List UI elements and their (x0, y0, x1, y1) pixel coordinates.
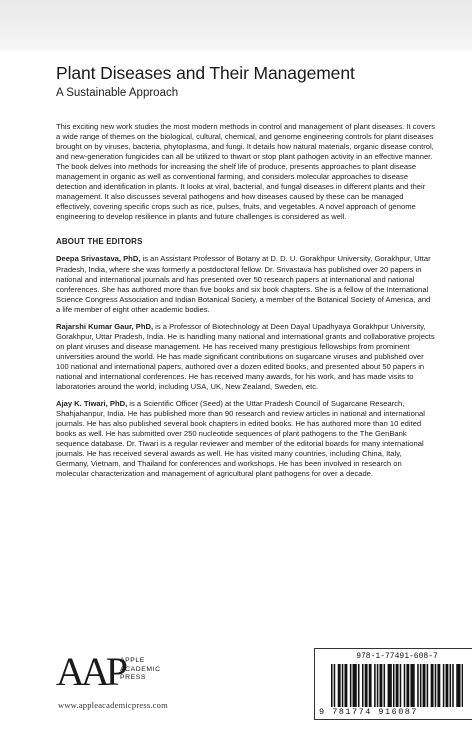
barcode-bar (358, 664, 360, 708)
book-subtitle: A Sustainable Approach (56, 87, 179, 99)
barcode-bar (362, 664, 364, 708)
barcode-bar (462, 664, 463, 708)
editor-bio (56, 399, 436, 479)
barcode-bar (437, 664, 439, 708)
barcode-bar (346, 664, 348, 708)
barcode-bar (397, 664, 399, 708)
barcode-bar (388, 664, 390, 708)
barcode-bar (406, 664, 408, 708)
publisher-logo-mark: AAP (56, 649, 125, 694)
editor-bio-text: is a Scientific Officer (Seed) at the Uttar Pradesh Council of Sugarcane Research, Shahjahanpur, India. He has published more than 90 research and review articles in national and international journals. He has also published several book chapters in edited books. He has authored more than 10 edited books as well. He has submitted over 250 nucleotide sequences of plant pathogens to the The GenBank sequence database. Dr. Tiwari is a regular reviewer and member of the editorial boards for many international journals. He has received several awards as well. He has visited many countries, including China, Italy, Germany, Vietnam, and Thailand for conferences and workshops. He has been involved in research on molecular characterization and management of agricultural plant pathogens for over a decade. (56, 399, 425, 479)
book-title: Plant Diseases and Their Management (56, 63, 355, 83)
publisher-name (120, 657, 161, 683)
back-cover-content (56, 63, 436, 486)
barcode-bar (390, 664, 392, 708)
barcode-bar (334, 664, 336, 708)
barcode-bar (417, 664, 419, 708)
barcode-bar (396, 664, 398, 708)
barcode-bar (458, 664, 460, 708)
book-description: This exciting new work studies the most modern methods in control and management of plant diseases. It covers a wide range of themes on the biological, cultural, chemical, and genome engineering controls for plant diseases brought on by viruses, bacteria, phytoplasma, and fungi. It details how natural materials, organic disease control, and new-generation fungicides can all be utilized to thwart or stop plant pathogen activity in an effective manner. The book delves into methods for increasing the shelf life of produce, presents approaches to plant disease management in organic as well as conventional farming, and considers molecular approaches to disease detection and identification in plants. It looks at viral, bacterial, and fungal diseases in different plants and their management. It also discusses several pathogens and how diseases caused by these can be managed effectively, covering specific crops such as rice, pulses, fruits, and vegetables. A novel approach of genome engineering to develop resilience in plants and future challenges is considered as well. (56, 122, 436, 222)
publisher-name-line: APPLE (120, 657, 145, 664)
editors-heading: ABOUT THE EDITORS (56, 237, 143, 247)
barcode-bar (338, 664, 340, 708)
editor-name: Rajarshi Kumar Gaur, PhD, (56, 321, 154, 331)
barcode-bar (412, 664, 414, 708)
editor-bio-text: is a Professor of Biotechnology at Deen Dayal Upadhyaya Gorakhpur University, Gorakhpur, Uttar Pradesh, India. He is handling many national and international grants and collaborative projects on plant viruses and disease management. He has received many prestigious fellowships from prominent universities around the world. He has made significant contributions on sugarcane viruses and published over 100 national and international papers, authored over a dozen edited books, and presented about 50 papers in national and international conferences. He has received many awards, for his work, and has made visits to laboratories around the world, including USA, UK, New Zealand, Sweden, etc. (56, 321, 435, 392)
barcode-bar (404, 664, 406, 708)
barcode-bar (452, 664, 454, 708)
barcode-bar (379, 664, 381, 708)
barcode-bar (355, 664, 357, 708)
barcode-bar (410, 664, 412, 708)
barcode-bar (377, 664, 379, 708)
barcode-bar (400, 664, 402, 708)
barcode-bar (393, 664, 395, 708)
editor-bio (56, 322, 436, 392)
barcode-bar (339, 664, 341, 708)
barcode-bar (353, 664, 355, 708)
barcode-bar (413, 664, 415, 708)
barcode-bar (459, 664, 461, 708)
barcode-bar (366, 664, 368, 708)
editor-name: Ajay K. Tiwari, PhD, (56, 399, 128, 409)
barcode-bar (350, 664, 352, 708)
barcode-bar (381, 664, 383, 708)
barcode-bar (384, 664, 386, 708)
barcode-bar (447, 664, 449, 708)
barcode-bar (369, 664, 371, 708)
editor-bio-text: is an Assistant Professor of Botany at D. D. U. Gorakhpur University, Gorakhpur, Uttar Pradesh, India, where she was formerly a postdoctoral fellow. Dr. Srivastava has published over 20 papers in national and international journals and has presented over 50 research papers at international and national conferences. She has authored more than five books and six book chapters. She is a fellow of the International Science Congress Association and Indian Botanical Society, a member of the Botanical Society of America, and a life member of eight other academic bodies. (56, 254, 431, 314)
barcode-bar (331, 664, 333, 708)
barcode-bar (342, 664, 344, 708)
barcode-bar (439, 664, 441, 708)
barcode-bar (354, 664, 356, 708)
barcode-bar (408, 664, 410, 708)
barcode-bar (423, 664, 425, 708)
barcode-bar (370, 664, 372, 708)
publisher-url: www.appleacademicpress.com (58, 700, 168, 710)
isbn-number: 978-1-77491-608-7 (356, 652, 438, 661)
editor-name: Deepa Srivastava, PhD, (56, 254, 141, 264)
editor-bio (56, 254, 436, 314)
barcode-bar (427, 664, 429, 708)
barcode-bar (435, 664, 437, 708)
barcode-bar (445, 664, 447, 708)
barcode-bar (456, 664, 458, 708)
barcode-bar (389, 664, 391, 708)
barcode-digits: 9 781774 916087 (319, 707, 472, 717)
publisher-name-line: ACADEMIC (120, 665, 161, 673)
barcode-bar (424, 664, 426, 708)
barcode-bar (432, 664, 434, 708)
top-header-band (0, 0, 472, 50)
back-cover-footer (56, 646, 436, 736)
barcode-icon (331, 664, 463, 708)
barcode-bar (365, 664, 367, 708)
barcode-bar (374, 664, 376, 708)
barcode-bar (420, 664, 422, 708)
isbn-barcode-box (314, 648, 472, 720)
barcode-bar (443, 664, 445, 708)
publisher-name-line: PRESS (120, 674, 147, 681)
barcode-bar (344, 664, 346, 708)
barcode-bar (450, 664, 452, 708)
barcode-bar (431, 664, 433, 708)
